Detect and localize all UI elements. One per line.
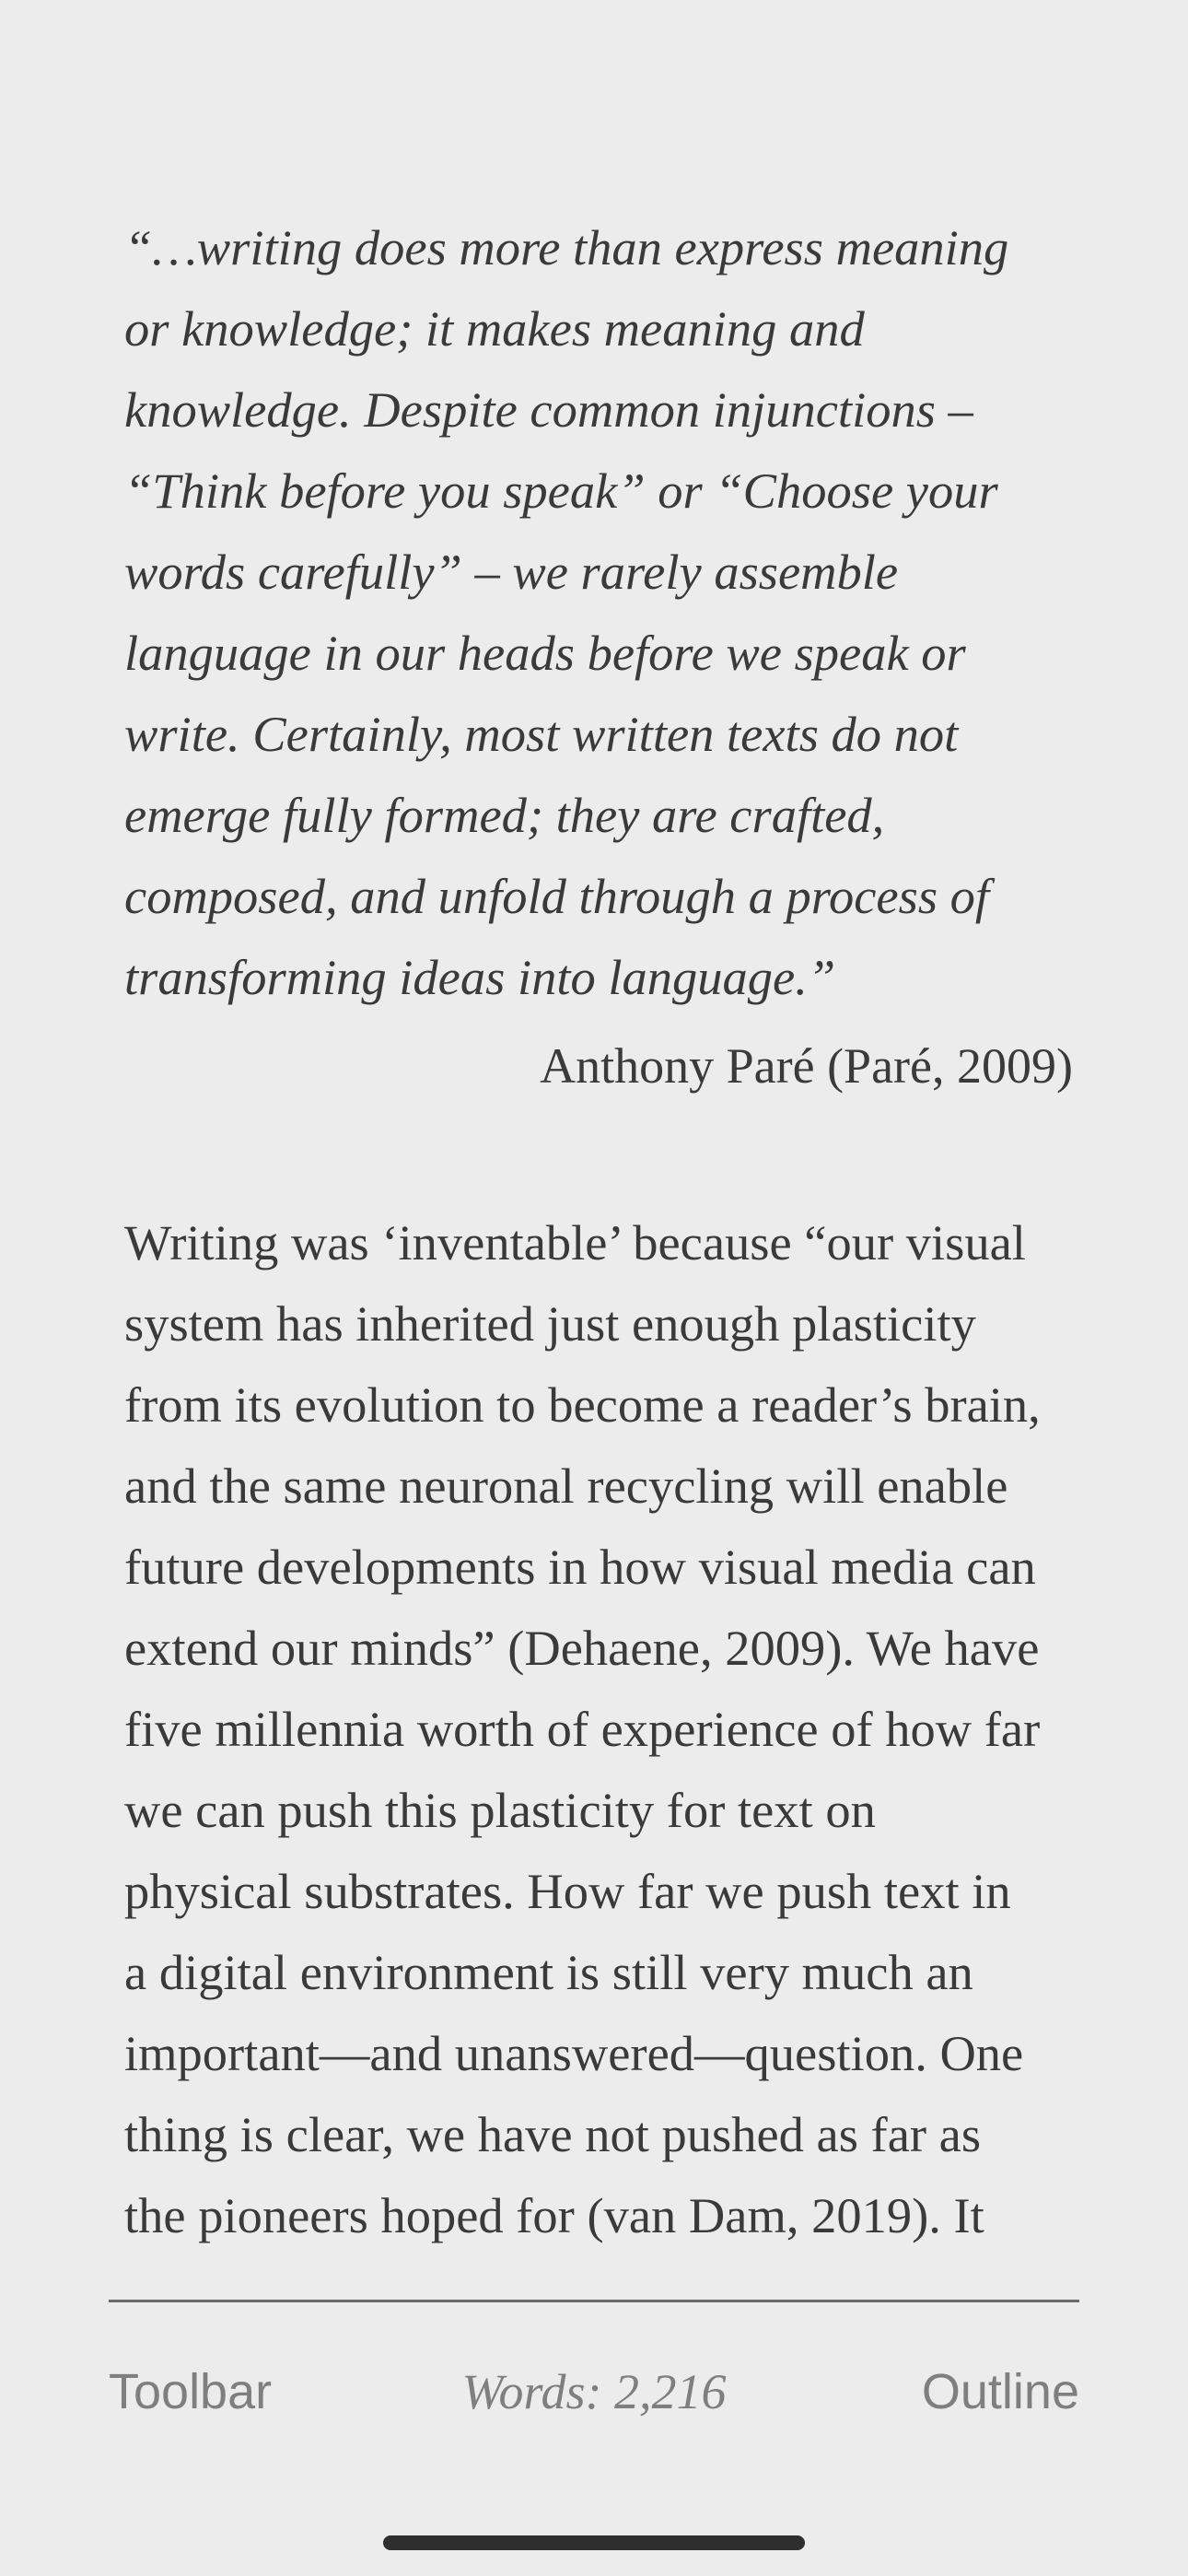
quote-line: “…writing does more than express meaning [124, 219, 1009, 275]
body-line: Writing was ‘inventable’ because “our visual [124, 1214, 1026, 1270]
quote-line: emerge fully formed; they are crafted, [124, 787, 885, 843]
quote-line: language in our heads before we speak or [124, 625, 966, 681]
word-count: Words: 2,216 [461, 2364, 727, 2419]
document-content[interactable] [124, 207, 1073, 1107]
quote-line: “Think before you speak” or “Choose your [124, 463, 998, 519]
body-line: physical substrates. How far we push text in [124, 1863, 1011, 1919]
quote-line: or knowledge; it makes meaning and [124, 300, 865, 357]
body-line: system has inherited just enough plasticity [124, 1295, 976, 1352]
home-indicator[interactable] [383, 2535, 805, 2550]
body-line: and the same neuronal recycling will enable [124, 1458, 1008, 1514]
body-line: future developments in how visual media can [124, 1539, 1036, 1595]
quote-attribution: Anthony Paré (Paré, 2009) [540, 1038, 1073, 1094]
quote-line: knowledge. Despite common injunctions – [124, 381, 973, 438]
body-line: from its evolution to become a reader’s brain, [124, 1376, 1041, 1433]
quote-line: transforming ideas into language.” [124, 949, 836, 1005]
outline-button[interactable]: Outline [921, 2364, 1079, 2419]
quote-line: words carefully” – we rarely assemble [124, 544, 899, 600]
body-line: a digital environment is still very much an [124, 1944, 973, 2000]
body-line: five millennia worth of experience of how far [124, 1701, 1041, 1757]
quote-line: composed, and unfold through a process of [124, 868, 990, 924]
body-line: the pioneers hoped for (van Dam, 2019). It [124, 2187, 984, 2243]
epigraph-quote [124, 207, 1073, 1018]
body-line: important—and unanswered—question. One [124, 2025, 1024, 2081]
body-line: thing is clear, we have not pushed as far as [124, 2106, 982, 2162]
bottom-bar-divider [109, 2300, 1079, 2302]
body-line: extend our minds” (Dehaene, 2009). We have [124, 1620, 1040, 1676]
body-line: we can push this plasticity for text on [124, 1782, 876, 1838]
quote-line: write. Certainly, most written texts do not [124, 706, 959, 762]
body-paragraph[interactable] [124, 1202, 1073, 2243]
toolbar-button[interactable]: Toolbar [109, 2364, 273, 2419]
